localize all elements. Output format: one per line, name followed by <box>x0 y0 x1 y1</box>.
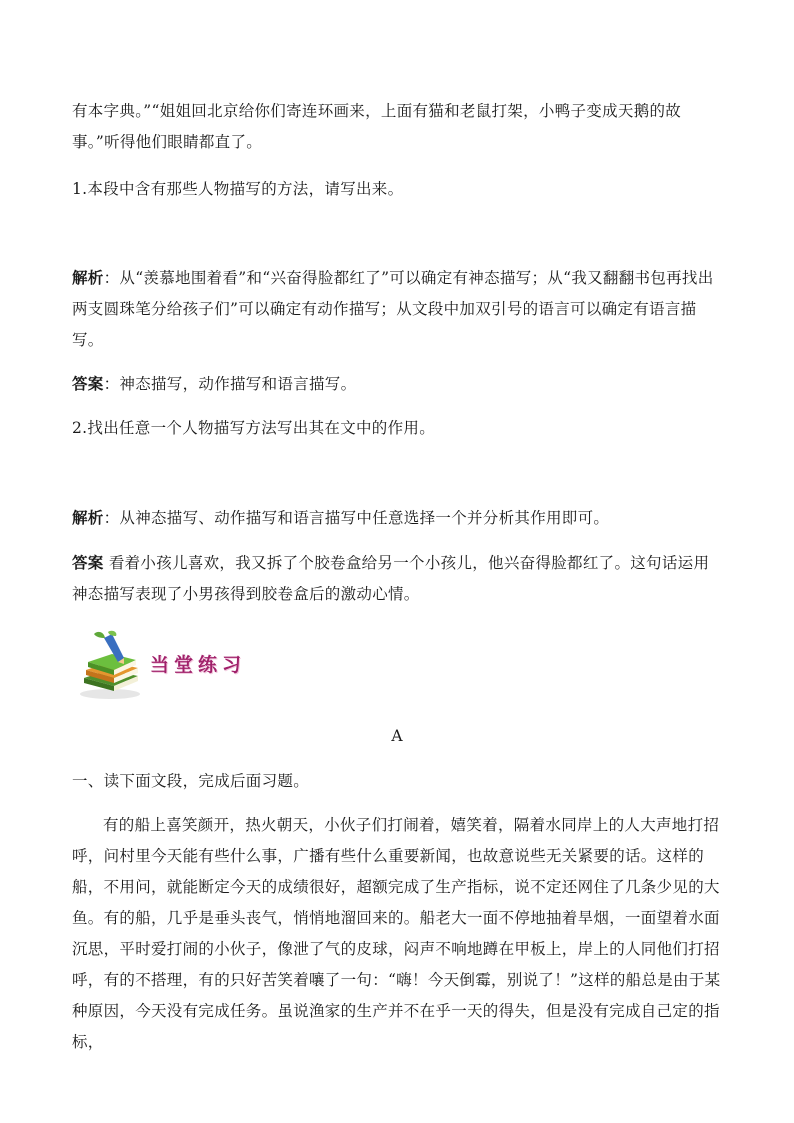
question-2: 2.找出任意一个人物描写方法写出其在文中的作用。 <box>72 419 435 437</box>
answer-text: ：神态描写，动作描写和语言描写。 <box>103 375 357 393</box>
answer-text: 看着小孩儿喜欢，我又拆了个胶卷盒给另一个小孩儿，他兴奋得脸都红了。这句话运用神态描写表现了小男孩得到胶卷盒后的激动心情。 <box>72 554 710 603</box>
exercise-instruction: 一、读下面文段，完成后面习题。 <box>72 772 310 790</box>
passage-tail-line-2: 事。”听得他们眼睛都直了。 <box>72 133 263 151</box>
analysis-text: ：从“羡慕地围着看”和“兴奋得脸都红了”可以确定有神态描写；从“我又翻翻书包再找出两支圆珠笔分给孩子们”可以确定有动作描写；从文段中加双引号的语言可以确定有语言描写。 <box>72 269 714 349</box>
answer-label: 答案 <box>72 374 104 393</box>
question-1: 1.本段中含有那些人物描写的方法，请写出来。 <box>72 180 404 198</box>
passage-tail <box>72 96 724 158</box>
analysis-label: 解析 <box>72 268 104 287</box>
question-2-analysis <box>72 502 724 534</box>
section-title: 当堂练习 <box>150 654 247 676</box>
answer-label: 答案 <box>72 553 104 572</box>
section-heading <box>78 630 278 702</box>
passage-tail-line-1: 有本字典。”“姐姐回北京给你们寄连环画来，上面有猫和老鼠打架，小鸭子变成天鹅的故 <box>72 102 682 120</box>
analysis-text: ：从神态描写、动作描写和语言描写中任意选择一个并分析其作用即可。 <box>103 509 610 527</box>
analysis-label: 解析 <box>72 508 104 527</box>
question-1-answer <box>72 368 724 400</box>
exercise-passage: 有的船上喜笑颜开，热火朝天，小伙子们打闹着，嬉笑着，隔着水同岸上的人大声地打招呼，问村里今天能有些什么事，广播有些什么重要新闻，也故意说些无关紧要的话。这样的船，不用问，就能断定今天的成绩很好，超额完成了生产指标，说不定还网住了几条少见的大鱼。有的船，几乎是垂头丧气，悄悄地溜回来的。船老大一面不停地抽着旱烟，一面望着水面沉思，平时爱打闹的小伙子，像泄了气的皮球，闷声不响地蹲在甲板上，岸上的人同他们打招呼，有的不搭理，有的只好苦笑着嚷了一句：“嗨！今天倒霉，别说了！”这样的船总是由于某种原因，今天没有完成任务。虽说渔家的生产并不在乎一天的得失，但是没有完成自己定的指标， <box>72 816 721 1051</box>
question-1-analysis <box>72 262 724 356</box>
part-label: A <box>391 727 403 745</box>
question-2-answer <box>72 547 724 610</box>
books-with-pencil-icon <box>78 630 146 702</box>
